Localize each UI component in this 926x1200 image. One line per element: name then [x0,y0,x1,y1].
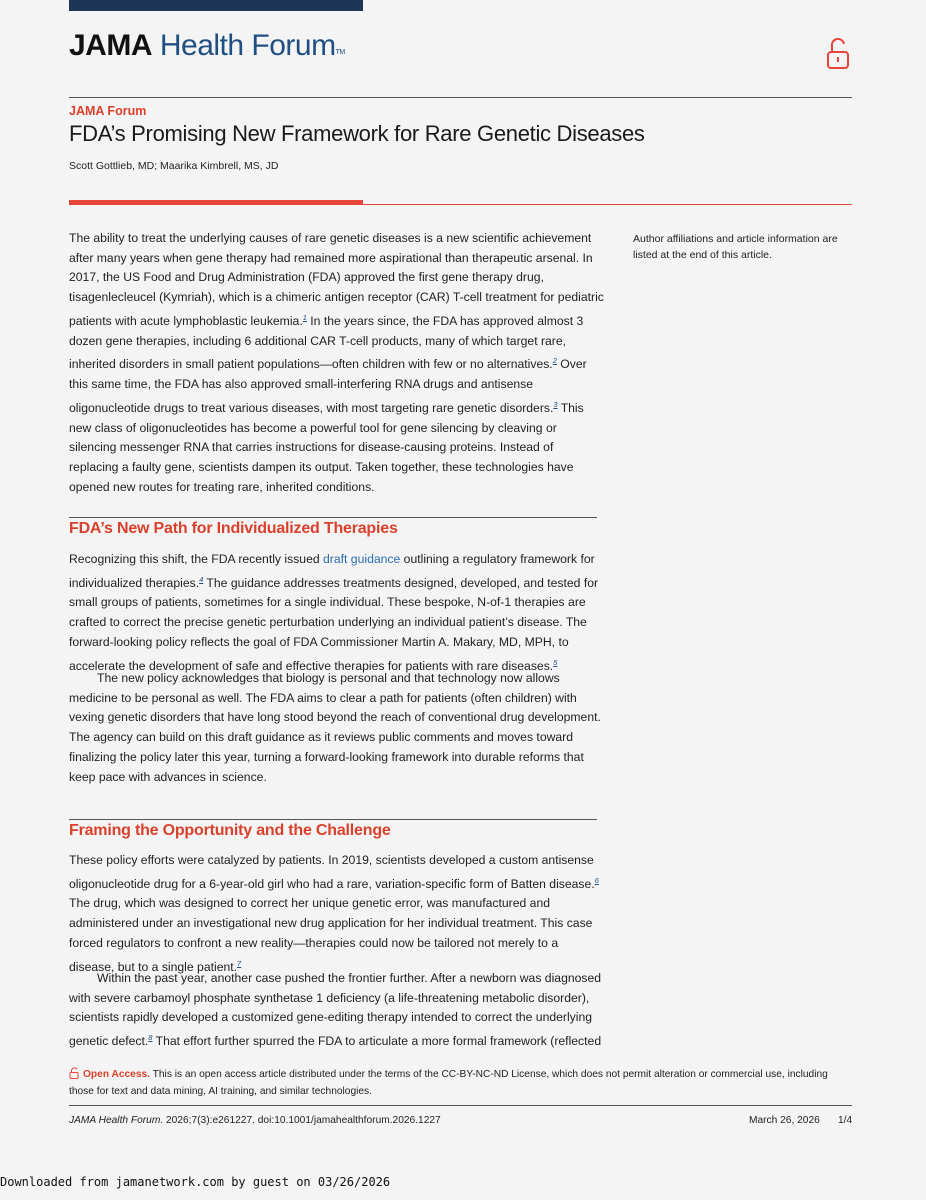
reference-link[interactable]: 3 [553,399,558,409]
open-lock-icon [69,1067,80,1079]
open-access-notice [69,1067,854,1100]
reference-link[interactable]: 1 [302,312,307,322]
section-divider [69,517,597,518]
page-number: 1/4 [838,1115,853,1126]
logo-health-forum: Health Forum [159,29,336,62]
body-paragraph-4: These policy efforts were catalyzed by patients. In 2019, scientists developed a custom antisense oligonucleotide drug for a 6-year-old girl who had a rare, variation-specific form of Batten disease.$^6$ The drug, which was designed to correct her unique genetic error, was manufactured and administered under an investigational new drug application for her individual treatment. This case forced regulators to confront a new reality—therapies could now be tailored not merely to a disease, but to a single patient.$^7$ [69,853,599,974]
publication-date: March 26, 2026 [749,1115,820,1126]
journal-name: JAMA Health Forum. [69,1115,164,1126]
article-title: FDA’s Promising New Framework for Rare Genetic Diseases [69,121,645,146]
open-access-text: This is an open access article distributed under the terms of the CC-BY-NC-ND License, which does not permit alteration or commercial use, including those for text and data mining, AI training, and similar technologies. [69,1069,828,1097]
reference-link[interactable]: 6 [594,875,599,885]
open-lock-icon [826,38,852,70]
reference-link[interactable]: 5 [553,657,558,667]
reference-link[interactable]: 7 [237,958,242,968]
article-authors: Scott Gottlieb, MD; Maarika Kimbrell, MS, JD [69,160,279,172]
reference-link[interactable]: 4 [199,574,204,584]
title-red-rule [363,204,852,205]
logo-trademark: TM [335,49,345,56]
section-divider [69,819,597,820]
footer-divider [69,1105,852,1106]
download-stamp: Downloaded from jamanetwork.com by guest on 03/26/2026 [0,1175,391,1189]
body-paragraph-3: The new policy acknowledges that biology is personal and that technology now allows medicine to be personal as well. The FDA aims to clear a path for patients (often children) with vexing genetic disorders that have long stood beyond the reach of conventional drug development. The agency can build on this draft guidance as it reviews public comments and moves toward finalizing the policy later this year, turning a forward-looking framework into durable reforms that keep pace with advances in science. [69,671,601,784]
body-paragraph-1: The ability to treat the underlying causes of rare genetic diseases is a new scientific achievement after many years when gene therapy had remained more aspirational than therapeutic arsenal. In 2017, the US Food and Drug Administration (FDA) approved the first gene therapy drug, tisagenlecleucel (Kymriah), which is a chimeric antigen receptor (CAR) T-cell treatment for pediatric patients with acute lymphoblastic leukemia.$^1$ In the years since, the FDA has approved almost 3 dozen gene therapies, including 6 additional CAR T-cell products, many of which target rare, inherited disorders in small patient populations—often children with few or no alternatives.$^2$ Over this same time, the FDA has also approved small-interfering RNA drugs and antisense oligonucleotide drugs to treat various diseases, with most targeting rare genetic disorders.$^3$ This new class of oligonucleotides has become a powerful tool for gene silencing by cleaving or silencing messenger RNA that carries instructions for disease-causing proteins. Instead of replacing a faulty gene, scientists dampen its output. Taken together, these technologies have opened new routes for treating rare, inherited conditions. [69,231,604,494]
body-paragraph-5: Within the past year, another case pushed the frontier further. After a newborn was diagnosed with severe carbamoyl phosphate synthetase 1 deficiency (a life-threatening metabolic disorder), scientists rapidly developed a customized gene-editing therapy intended to correct the underlying genetic defect.$^8$ That effort further spurred the FDA to articulate a more formal framework (reflected [69,971,602,1049]
citation: JAMA Health Forum. 2026;7(3):e261227. doi:10.1001/jamahealthforum.2026.1227 [69,1115,441,1126]
draft-guidance-link[interactable]: draft guidance [323,552,401,566]
header-navy-bar [69,0,363,11]
journal-logo[interactable] [69,29,345,63]
body-paragraph-2: Recognizing this shift, the FDA recently issued draft guidance outlining a regulatory framework for individualized therapies.$^4$ The guidance addresses treatments designed, developed, and tested for small groups of patients, sometimes for a single individual. These bespoke, N-of-1 therapies are crafted to correct the precise genetic perturbation underlying an individual patient’s disease. The forward-looking policy reflects the goal of FDA Commissioner Martin A. Makary, MD, MPH, to accelerate the development of safe and effective therapies for patients with rare diseases.$^5$ [69,552,599,673]
section-heading-framing: Framing the Opportunity and the Challenge [69,822,391,839]
section-label[interactable]: JAMA Forum [69,104,147,118]
section-heading-new-path: FDA’s New Path for Individualized Therapies [69,520,398,537]
title-red-bar [69,200,363,205]
reference-link[interactable]: 8 [148,1033,153,1043]
affiliations-note: Author affiliations and article information are listed at the end of this article. [633,233,838,261]
reference-link[interactable]: 2 [552,356,557,366]
logo-jama: JAMA [69,29,153,62]
header-divider [69,97,852,98]
open-access-label: Open Access. [83,1069,151,1080]
